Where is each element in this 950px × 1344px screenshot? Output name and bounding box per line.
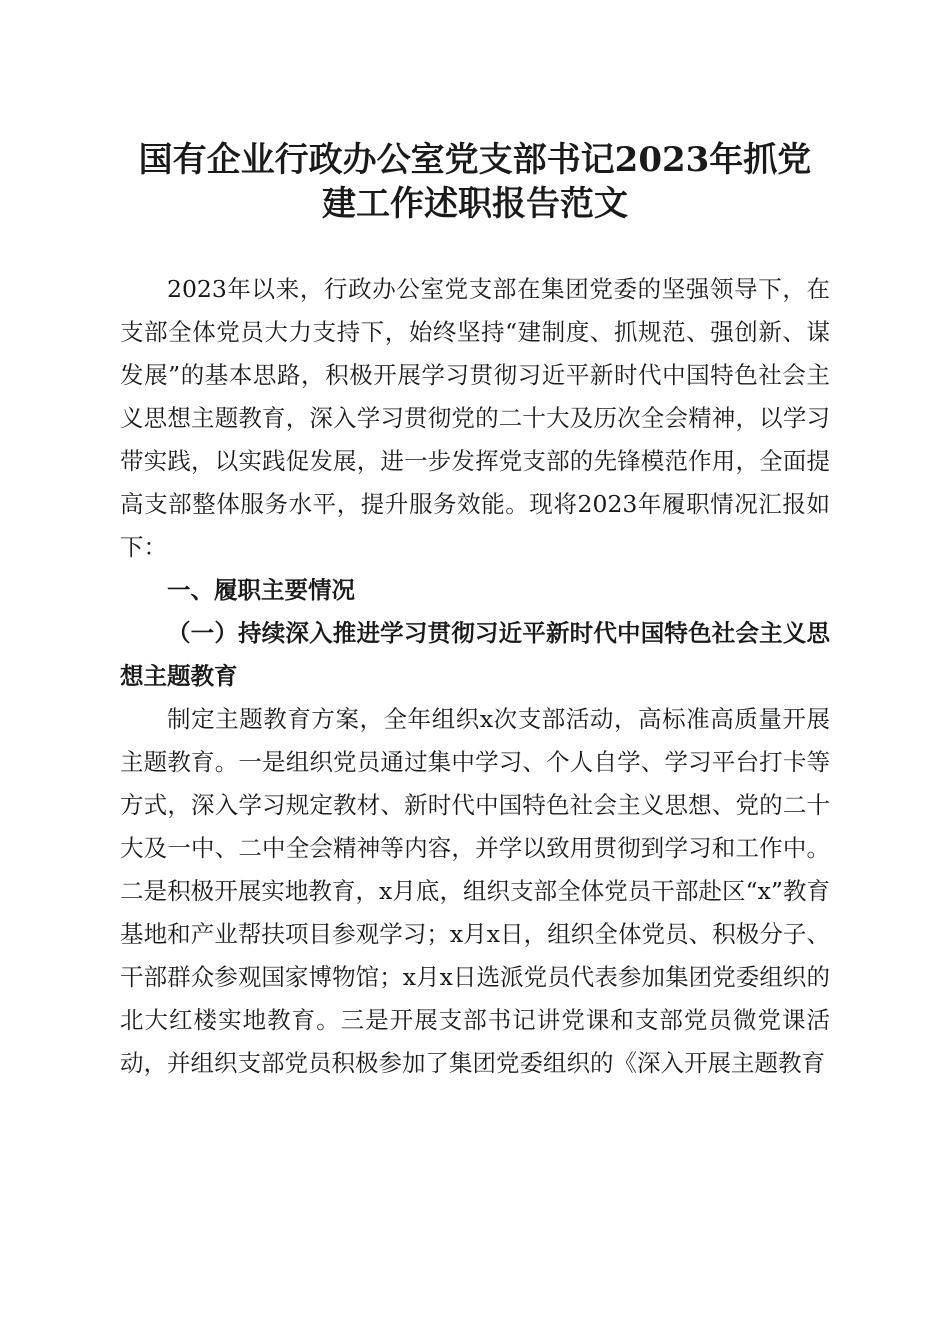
title-line-2: 建工作述职报告范文 bbox=[322, 184, 628, 224]
section-heading-1: 一、履职主要情况 bbox=[167, 576, 355, 604]
document-body bbox=[120, 268, 830, 1085]
title-line-1: 国有企业行政办公室党支部书记2023年抓党 bbox=[138, 140, 812, 180]
document-page bbox=[120, 130, 830, 1085]
document-title bbox=[120, 138, 830, 226]
subsection-heading-1: （一）持续深入推进学习贯彻习近平新时代中国特色社会主义思想主题教育 bbox=[120, 619, 830, 690]
subsection-paragraph-1: 制定主题教育方案，全年组织x次支部活动，高标准高质量开展主题教育。一是组织党员通过集中学习、个人自学、学习平台打卡等方式，深入学习规定教材、新时代中国特色社会主义思想、党的二十大及一中、二中全会精神等内容，并学以致用贯彻到学习和工作中。二是积极开展实地教育，x月底，组织支部全体党员干部赴区“x”教育基地和产业帮扶项目参观学习；x月x日，组织全体党员、积极分子、干部群众参观国家博物馆；x月x日选派党员代表参加集团党委组织的北大红楼实地教育。三是开展支部书记讲党课和支部党员微党课活动，并组织支部党员积极参加了集团党委组织的《深入开展主题教育 bbox=[120, 705, 830, 1077]
intro-paragraph: 2023年以来，行政办公室党支部在集团党委的坚强领导下，在支部全体党员大力支持下，始终坚持“建制度、抓规范、强创新、谋发展”的基本思路，积极开展学习贯彻习近平新时代中国特色社会主义思想主题教育，深入学习贯彻党的二十大及历次全会精神，以学习带实践，以实践促发展，进一步发挥党支部的先锋模范作用，全面提高支部整体服务水平，提升服务效能。现将2023年履职情况汇报如下： bbox=[120, 275, 830, 561]
